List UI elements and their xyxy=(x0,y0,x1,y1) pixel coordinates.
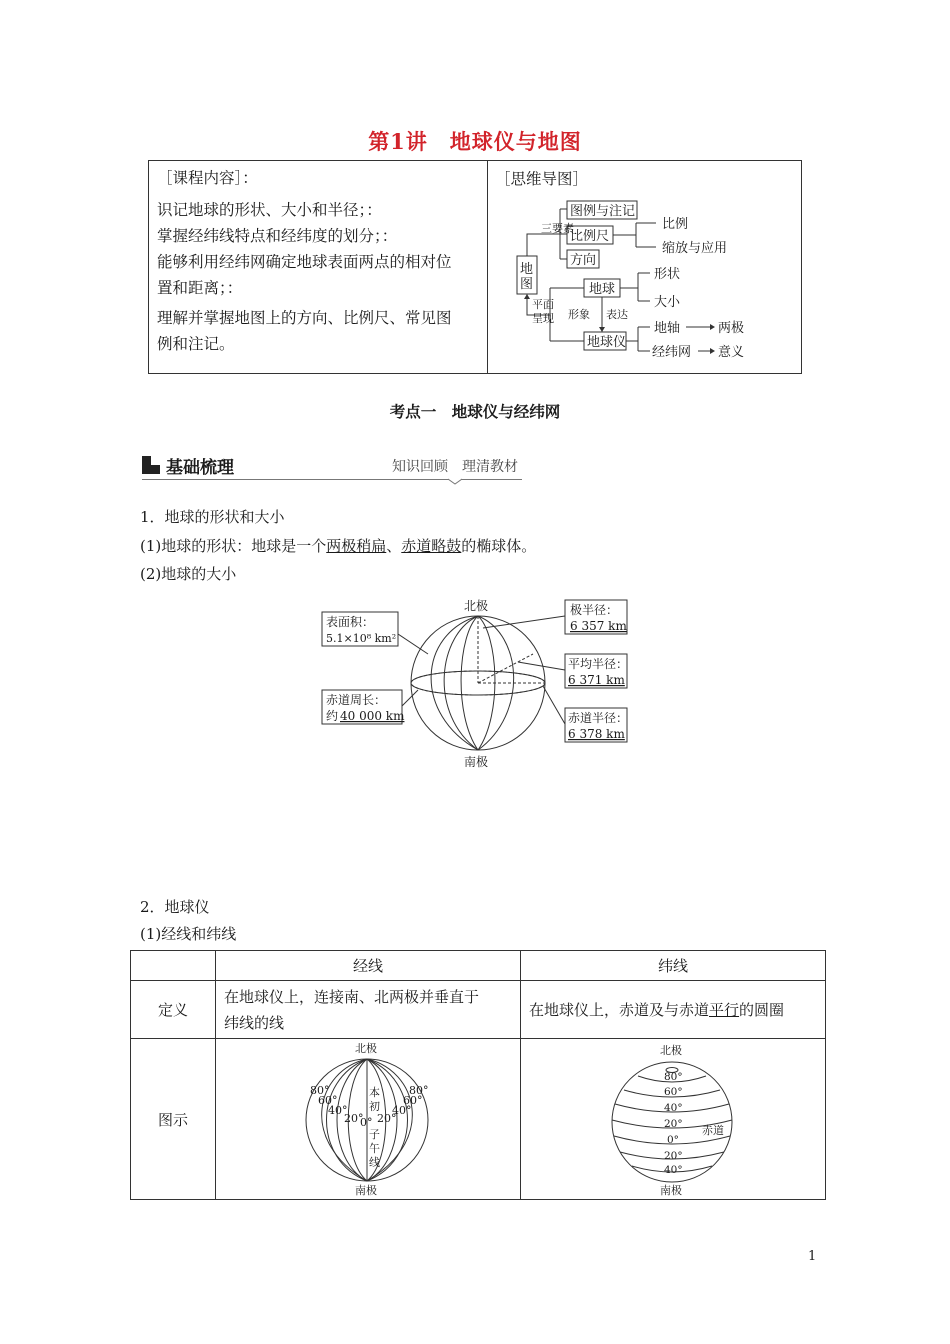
mindmap-globe: 地球仪 xyxy=(587,335,627,350)
parallel-definition xyxy=(521,981,826,1039)
merid-degree: 40° xyxy=(392,1104,412,1117)
mindmap-scale: 比例尺 xyxy=(570,229,610,244)
text: 的椭球体。 xyxy=(461,537,537,555)
merid-degree: 60° xyxy=(318,1094,338,1107)
parallel-south-label: 南极 xyxy=(660,1184,682,1197)
course-item: 能够利用经纬网确定地球表面两点的相对位 xyxy=(157,253,452,271)
prime-meridian-char: 线 xyxy=(369,1156,380,1169)
parallel-figure-cell xyxy=(521,1039,826,1200)
paragraph xyxy=(140,535,536,556)
course-content xyxy=(157,165,482,357)
mindmap-poles: 两极 xyxy=(718,321,745,336)
underlined-answer: 赤道略鼓 xyxy=(401,537,462,555)
earth-size-figure xyxy=(318,594,638,774)
mindmap-shape: 形状 xyxy=(654,267,681,282)
paragraph: (2)地球的大小 xyxy=(140,565,237,583)
equator-radius-value: 6 378 km xyxy=(568,727,625,741)
row-label-figure: 图示 xyxy=(131,1039,216,1200)
mindmap-earth: 地球 xyxy=(589,282,616,297)
mean-radius-label: 平均半径： xyxy=(568,657,629,671)
prime-meridian-char: 初 xyxy=(369,1100,380,1113)
mindmap-zoom: 缩放与应用 xyxy=(662,241,728,256)
bar-underline xyxy=(142,479,522,480)
merid-north-label: 北极 xyxy=(355,1042,377,1055)
merid-degree: 60° xyxy=(403,1094,423,1107)
mindmap-plane: 平面 xyxy=(532,298,554,311)
prime-meridian-char: 子 xyxy=(369,1128,380,1141)
area-label: 表面积： xyxy=(326,615,375,629)
globe-north-label: 北极 xyxy=(464,599,489,613)
paragraph: 2．地球仪 xyxy=(140,898,210,916)
polar-radius-value: 6 357 km xyxy=(570,619,627,633)
parallel-degree: 60° xyxy=(664,1086,683,1098)
mean-radius-value: 6 371 km xyxy=(568,673,625,687)
text: 的圆圈 xyxy=(739,1001,785,1019)
course-item: 例和注记。 xyxy=(157,335,235,353)
table-header-meridian: 经线 xyxy=(216,951,521,981)
parallel-north-label: 北极 xyxy=(660,1044,682,1057)
merid-degree: 80° xyxy=(310,1084,330,1097)
globe-south-label: 南极 xyxy=(464,755,489,769)
bar-notch-icon xyxy=(448,477,462,485)
parallel-figure xyxy=(522,1040,822,1198)
text: 、 xyxy=(386,537,402,555)
mindmap-direction: 方向 xyxy=(570,253,597,268)
mindmap-axis: 地轴 xyxy=(654,321,681,336)
merid-zero: 0° xyxy=(360,1116,373,1129)
course-item: 识记地球的形状、大小和半径；： xyxy=(157,201,382,219)
prime-meridian-char: 午 xyxy=(369,1142,380,1155)
prime-meridian-char: 本 xyxy=(369,1086,380,1099)
parallel-degree: 80° xyxy=(664,1071,683,1083)
bar-heading: 基础梳理 xyxy=(166,458,234,478)
meridian-definition xyxy=(216,981,521,1039)
page-number: 1 xyxy=(808,1249,817,1264)
area-value: 5.1×10⁸ km² xyxy=(326,632,397,645)
meridian-parallel-table xyxy=(130,950,826,1200)
text: (1)地球的形状：地球是一个 xyxy=(140,537,327,555)
bar-square-notch xyxy=(151,456,160,465)
course-item: 置和距离；： xyxy=(157,279,243,297)
course-header: ［课程内容］： xyxy=(157,169,258,187)
parallel-degree: 0° xyxy=(667,1134,679,1146)
section-title: 考点一 地球仪与经纬网 xyxy=(389,402,561,421)
row-label-definition: 定义 xyxy=(131,981,216,1039)
mind-map xyxy=(488,161,802,373)
course-item: 理解并掌握地图上的方向、比例尺、常见图 xyxy=(157,309,452,327)
mindmap-size: 大小 xyxy=(654,295,681,310)
paragraph: (1)经线和纬线 xyxy=(140,925,237,943)
parallel-degree: 40° xyxy=(664,1102,683,1114)
mindmap-image: 形象 xyxy=(568,308,590,321)
mindmap-express: 表达 xyxy=(606,308,628,321)
equator-radius-label: 赤道半径： xyxy=(568,711,629,725)
equator-label: 赤道 xyxy=(702,1124,724,1137)
mindmap-plane: 呈现 xyxy=(532,312,554,325)
meridian-figure-cell xyxy=(216,1039,521,1200)
parallel-degree: 20° xyxy=(664,1118,683,1130)
mindmap-grid: 经纬网 xyxy=(652,345,692,360)
course-overview-table xyxy=(148,160,802,374)
polar-radius-label: 极半径： xyxy=(570,603,619,617)
definition-line: 在地球仪上，连接南、北两极并垂直于 xyxy=(224,987,480,1006)
page-title: 第1讲 地球仪与地图 xyxy=(368,129,582,154)
merid-degree: 80° xyxy=(409,1084,429,1097)
paragraph: 1．地球的形状和大小 xyxy=(140,508,285,526)
underlined-answer: 两极稍扁 xyxy=(326,537,387,555)
mindmap-ratio: 比例 xyxy=(662,217,689,232)
merid-degree: 20° xyxy=(344,1112,364,1125)
mindmap-meaning: 意义 xyxy=(718,345,745,360)
mindmap-legend: 图例与注记 xyxy=(570,204,636,219)
mindmap-three-elements: 三要素 xyxy=(541,222,574,235)
circumference-label: 赤道周长： xyxy=(326,693,387,707)
circumference-prefix: 约 xyxy=(326,709,339,723)
mindmap-root: 地 xyxy=(520,262,534,277)
merid-degree: 20° xyxy=(377,1112,397,1125)
table-header-parallel: 纬线 xyxy=(521,951,826,981)
parallel-degree: 20° xyxy=(664,1150,683,1162)
bar-subtitle: 知识回顾 理清教材 xyxy=(392,459,518,475)
table-corner xyxy=(131,951,216,981)
text: 在地球仪上，赤道及与赤道 xyxy=(529,1001,710,1019)
meridian-figure xyxy=(217,1040,517,1198)
course-item: 掌握经纬线特点和经纬度的划分；： xyxy=(157,227,398,245)
circumference-value: 40 000 km xyxy=(340,709,405,723)
mindmap-header: ［思维导图］ xyxy=(495,170,589,188)
parallel-degree: 40° xyxy=(664,1164,683,1176)
definition-line: 纬线的线 xyxy=(224,1013,285,1032)
section-bar xyxy=(142,452,522,480)
mindmap-root: 图 xyxy=(520,277,534,292)
merid-south-label: 南极 xyxy=(355,1184,377,1197)
underlined-answer: 平行 xyxy=(709,1001,740,1019)
merid-degree: 40° xyxy=(328,1104,348,1117)
